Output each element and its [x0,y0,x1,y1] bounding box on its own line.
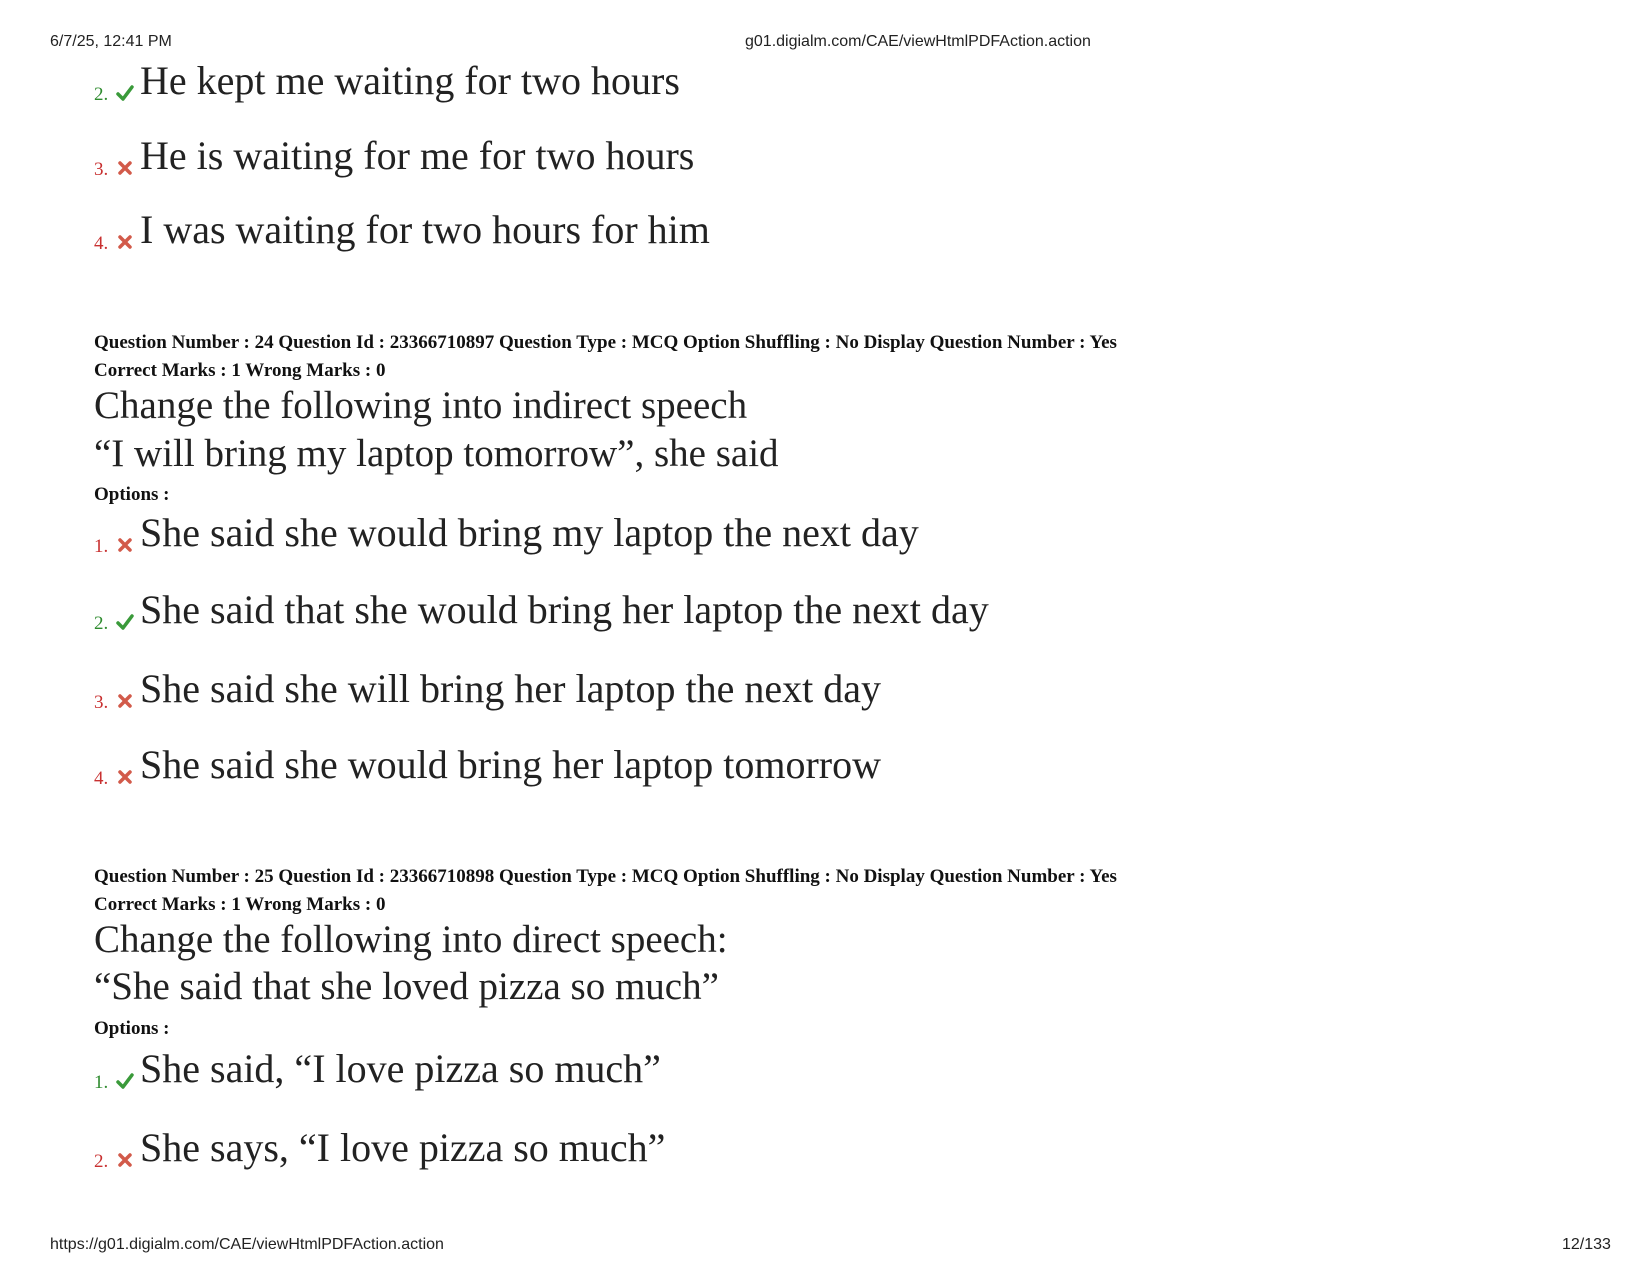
q25-option-1 [94,1046,1194,1096]
page-number: 12/133 [1562,1236,1611,1253]
print-datetime: 6/7/25, 12:41 PM [50,33,172,50]
option-text: I was waiting for two hours for him [140,207,710,252]
cross-icon [116,536,134,554]
option-number: 3. [94,692,109,713]
option-text: She said she would bring my laptop the next day [140,510,919,555]
q25-text-line1: Change the following into direct speech: [94,918,728,961]
cross-icon [116,768,134,786]
option-text: She said, “I love pizza so much” [140,1046,661,1091]
option-number: 3. [94,159,109,180]
q25-meta: Question Number : 25 Question Id : 23366710898 Question Type : MCQ Option Shuffling : No Display Question Number : Yes [94,866,1117,887]
q24-option-4 [94,742,1194,792]
check-icon [116,613,134,631]
check-icon [116,84,134,102]
q24-marks: Correct Marks : 1 Wrong Marks : 0 [94,360,386,381]
q25-options-label: Options : [94,1018,170,1039]
q25-text-line2: “She said that she loved pizza so much” [94,965,719,1008]
q24-option-1 [94,510,1194,560]
cross-icon [116,692,134,710]
q25-marks: Correct Marks : 1 Wrong Marks : 0 [94,894,386,915]
cross-icon [116,159,134,177]
cross-icon [116,1151,134,1169]
q24-meta: Question Number : 24 Question Id : 23366710897 Question Type : MCQ Option Shuffling : No Display Question Number : Yes [94,332,1117,353]
prev-option-2 [94,58,1194,108]
prev-option-3 [94,133,1194,183]
prev-option-4 [94,207,1194,257]
q24-option-2 [94,587,1194,637]
option-text: She said she would bring her laptop tomorrow [140,742,881,787]
option-number: 2. [94,613,109,634]
option-text: He is waiting for me for two hours [140,133,695,178]
q24-text-line2: “I will bring my laptop tomorrow”, she said [94,432,779,475]
check-icon [116,1072,134,1090]
option-number: 2. [94,84,109,105]
option-number: 4. [94,233,109,254]
option-text: She said that she would bring her laptop the next day [140,587,989,632]
q24-options-label: Options : [94,484,170,505]
print-footer-url: https://g01.digialm.com/CAE/viewHtmlPDFAction.action [50,1236,444,1253]
q25-option-2 [94,1125,1194,1175]
option-number: 1. [94,1072,109,1093]
option-number: 1. [94,536,109,557]
option-text: She said she will bring her laptop the next day [140,666,881,711]
option-text: She says, “I love pizza so much” [140,1125,666,1170]
option-text: He kept me waiting for two hours [140,58,680,103]
q24-option-3 [94,666,1194,716]
q24-text-line1: Change the following into indirect speech [94,384,748,427]
print-header-url: g01.digialm.com/CAE/viewHtmlPDFAction.action [745,33,1091,50]
option-number: 4. [94,768,109,789]
option-number: 2. [94,1151,109,1172]
cross-icon [116,233,134,251]
